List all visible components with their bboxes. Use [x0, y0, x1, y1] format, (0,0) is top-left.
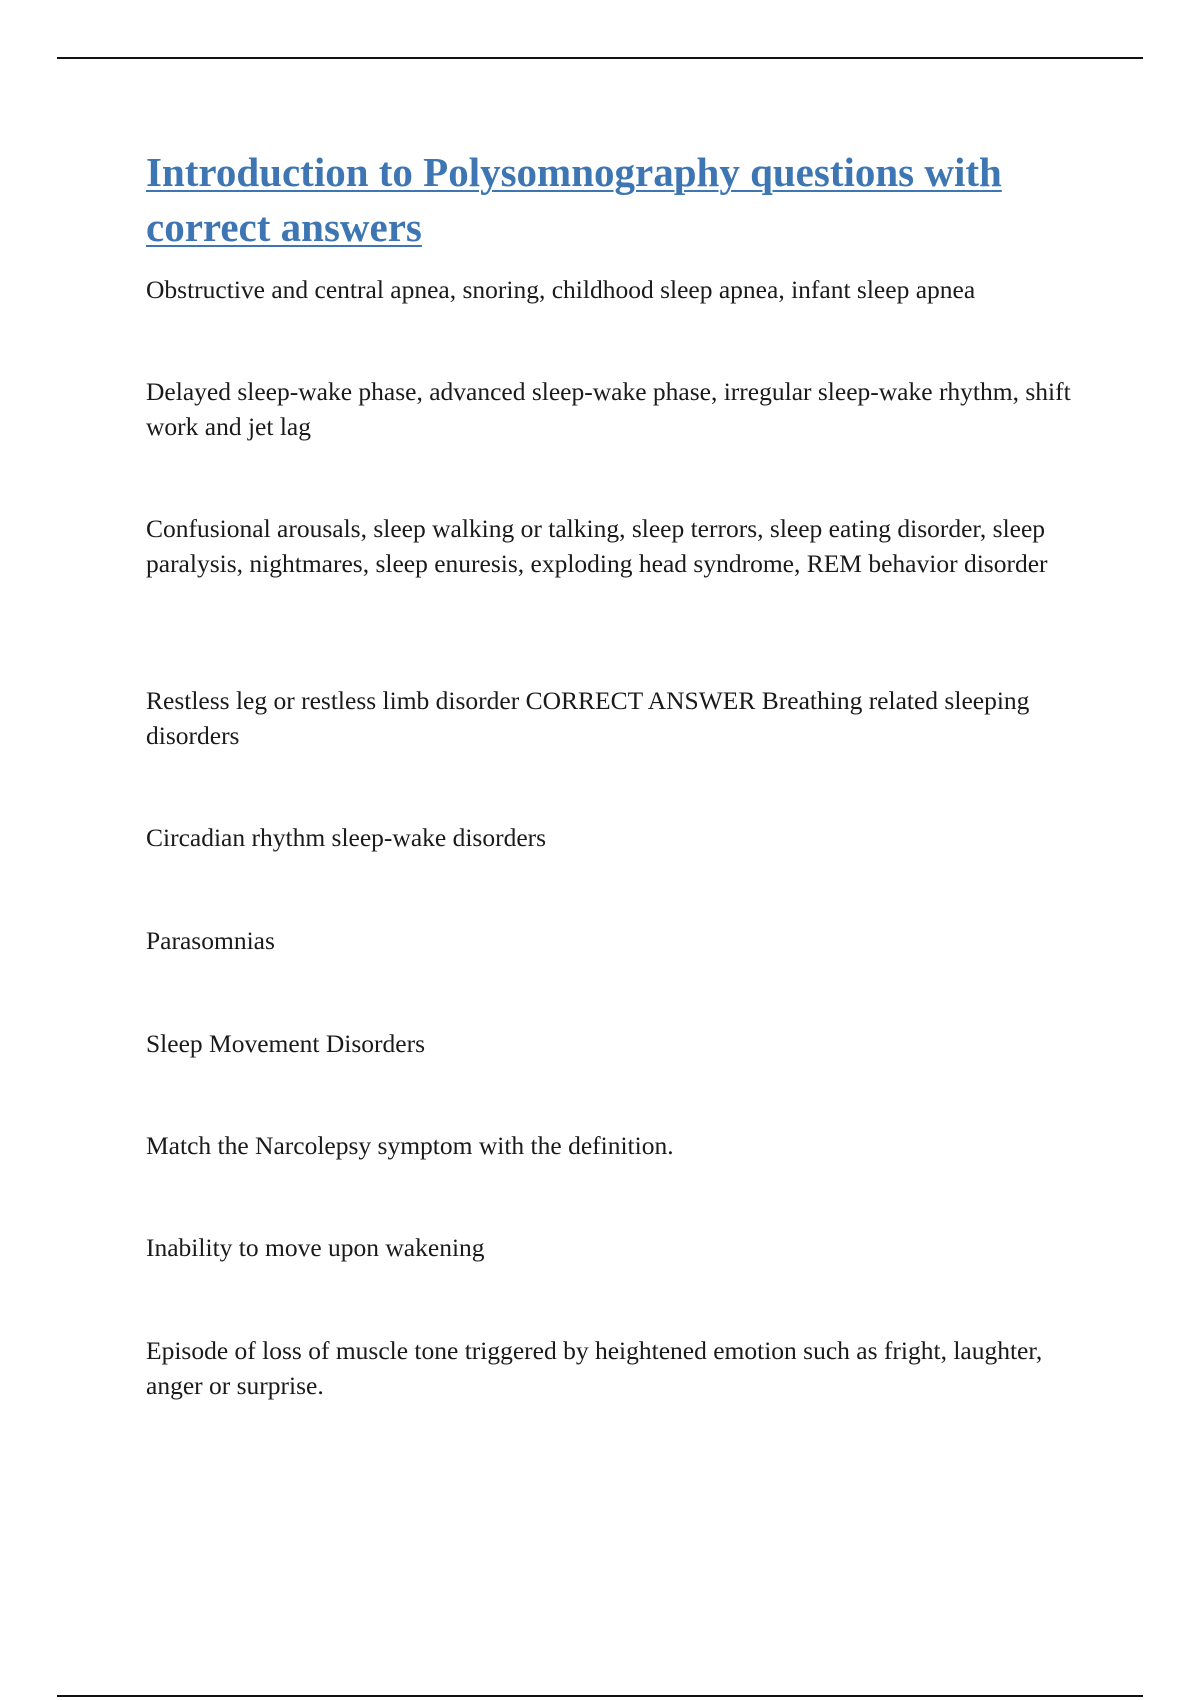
entry-8: Match the Narcolepsy symptom with the definition. [146, 1131, 674, 1160]
document-title: Introduction to Polysomnography questions with correct answers [146, 149, 1002, 250]
entry-5: Circadian rhythm sleep-wake disorders [146, 823, 547, 852]
entry-9: Inability to move upon wakening [146, 1233, 485, 1262]
top-rule [57, 57, 1143, 59]
entry-6: Parasomnias [146, 926, 275, 955]
entry-1: Obstructive and central apnea, snoring, childhood sleep apnea, infant sleep apnea [146, 275, 976, 304]
entry-4: Restless leg or restless limb disorder CORRECT ANSWER Breathing related sleeping disorders [146, 686, 1030, 750]
entry-7: Sleep Movement Disorders [146, 1029, 426, 1058]
entry-3: Confusional arousals, sleep walking or talking, sleep terrors, sleep eating disorder, sleep paralysis, nightmares, sleep enuresis, exploding head syndrome, REM behavior disorder [146, 514, 1048, 578]
bottom-rule [57, 1695, 1143, 1697]
entry-10: Episode of loss of muscle tone triggered by heightened emotion such as fright, laughter, anger or surprise. [146, 1336, 1043, 1400]
entry-2: Delayed sleep-wake phase, advanced sleep-wake phase, irregular sleep-wake rhythm, shift work and jet lag [146, 377, 1071, 441]
